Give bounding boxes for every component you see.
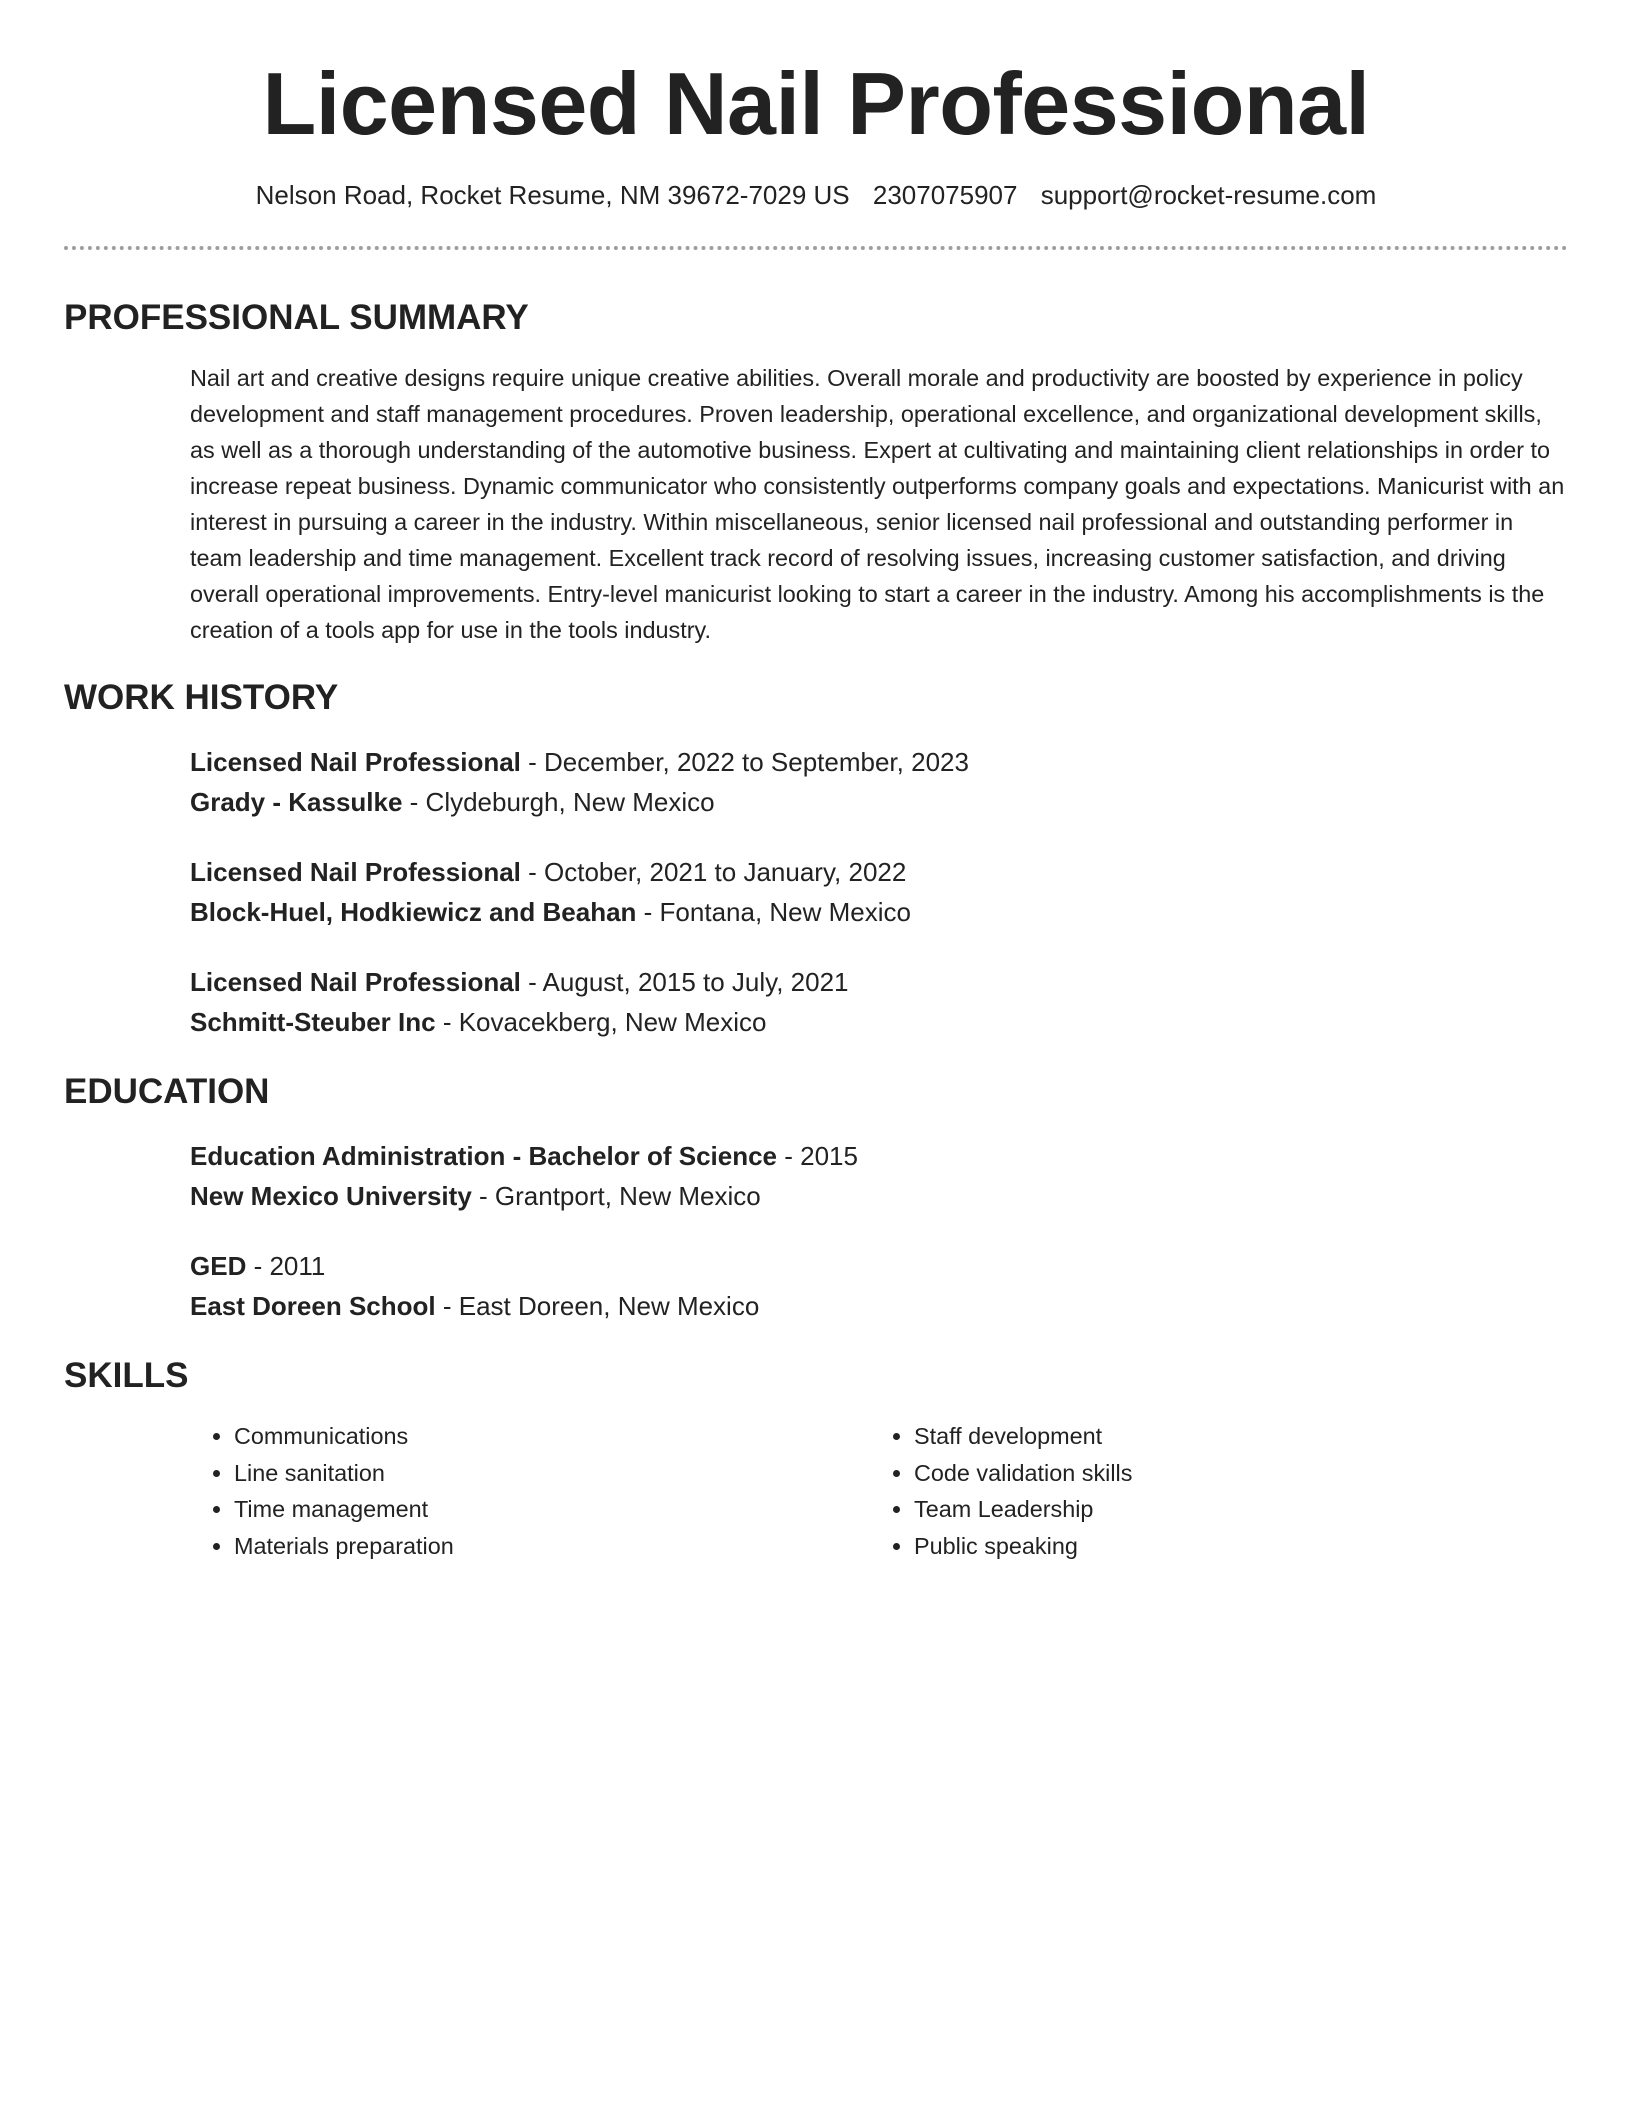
education-location: - Grantport, New Mexico xyxy=(471,1181,761,1211)
job-title-line xyxy=(190,742,1568,782)
job-role: Licensed Nail Professional xyxy=(190,857,521,887)
skill-item: • Communications xyxy=(234,1418,870,1455)
contact-email: support@rocket-resume.com xyxy=(1040,180,1377,210)
education-section xyxy=(190,1136,1568,1326)
education-year: - 2015 xyxy=(777,1141,858,1171)
job-title-line xyxy=(190,962,1568,1002)
job-company: Block-Huel, Hodkiewicz and Beahan xyxy=(190,897,637,927)
skill-item: • Code validation skills xyxy=(914,1455,1550,1492)
job-location: - Kovacekberg, New Mexico xyxy=(435,1007,767,1037)
job-dates: - December, 2022 to September, 2023 xyxy=(520,747,969,777)
job-location: - Fontana, New Mexico xyxy=(636,897,911,927)
education-entry xyxy=(190,1136,1568,1216)
job-title-line xyxy=(190,852,1568,892)
job-company-line xyxy=(190,782,1568,822)
education-year: - 2011 xyxy=(246,1251,326,1281)
resume-name: Licensed Nail Professional xyxy=(262,54,1370,153)
skill-item: • Line sanitation xyxy=(234,1455,870,1492)
education-entry xyxy=(190,1246,1568,1326)
job-company: Grady - Kassulke xyxy=(190,787,403,817)
work-history-section xyxy=(190,742,1568,1042)
education-school-line xyxy=(190,1286,1568,1326)
job-role: Licensed Nail Professional xyxy=(190,747,521,777)
skill-item: • Public speaking xyxy=(914,1528,1550,1565)
education-school: East Doreen School xyxy=(190,1291,436,1321)
job-dates: - October, 2021 to January, 2022 xyxy=(520,857,907,887)
contact-address: Nelson Road, Rocket Resume, NM 39672-7029 US xyxy=(255,180,850,210)
job-company: Schmitt-Steuber Inc xyxy=(190,1007,436,1037)
education-degree: GED xyxy=(190,1251,247,1281)
job-dates: - August, 2015 to July, 2021 xyxy=(520,967,849,997)
job-entry xyxy=(190,962,1568,1042)
education-degree: Education Administration - Bachelor of Science xyxy=(190,1141,778,1171)
job-company-line xyxy=(190,892,1568,932)
summary-heading: PROFESSIONAL SUMMARY xyxy=(64,298,529,337)
contact-line xyxy=(64,178,1568,212)
work-history-heading: WORK HISTORY xyxy=(64,678,339,717)
job-company-line xyxy=(190,1002,1568,1042)
skills-list-right xyxy=(870,1418,1550,1564)
skill-item: • Time management xyxy=(234,1491,870,1528)
summary-section xyxy=(190,360,1568,648)
summary-text: Nail art and creative designs require unique creative abilities. Overall morale and productivity are boosted by experience in policy development and staff management procedures. Proven leadership, operational excellence, and organizational development skills, as well as a thorough understanding of the automotive business. Expert at cultivating and maintaining client relationships in order to increase repeat business. Dynamic communicator who consistently outperforms company goals and expectations. Manicurist with an interest in pursuing a career in the industry. Within miscellaneous, senior licensed nail professional and outstanding performer in team leadership and time management. Excellent track record of resolving issues, increasing customer satisfaction, and driving overall operational improvements. Entry-level manicurist looking to start a career in the industry. Among his accomplishments is the creation of a tools app for use in the tools industry. xyxy=(190,365,1565,643)
education-location: - East Doreen, New Mexico xyxy=(435,1291,760,1321)
education-school: New Mexico University xyxy=(190,1181,472,1211)
contact-phone: 2307075907 xyxy=(872,180,1018,210)
job-location: - Clydeburgh, New Mexico xyxy=(402,787,715,817)
header-divider xyxy=(64,246,1568,250)
skills-list-left xyxy=(190,1418,870,1564)
education-degree-line xyxy=(190,1136,1568,1176)
education-degree-line xyxy=(190,1246,1568,1286)
job-entry xyxy=(190,742,1568,822)
skill-item: • Staff development xyxy=(914,1418,1550,1455)
education-school-line xyxy=(190,1176,1568,1216)
job-role: Licensed Nail Professional xyxy=(190,967,521,997)
job-entry xyxy=(190,852,1568,932)
education-heading: EDUCATION xyxy=(64,1072,270,1111)
skills-section xyxy=(190,1418,1568,1564)
skills-heading: SKILLS xyxy=(64,1356,189,1395)
skill-item: • Team Leadership xyxy=(914,1491,1550,1528)
skill-item: • Materials preparation xyxy=(234,1528,870,1565)
